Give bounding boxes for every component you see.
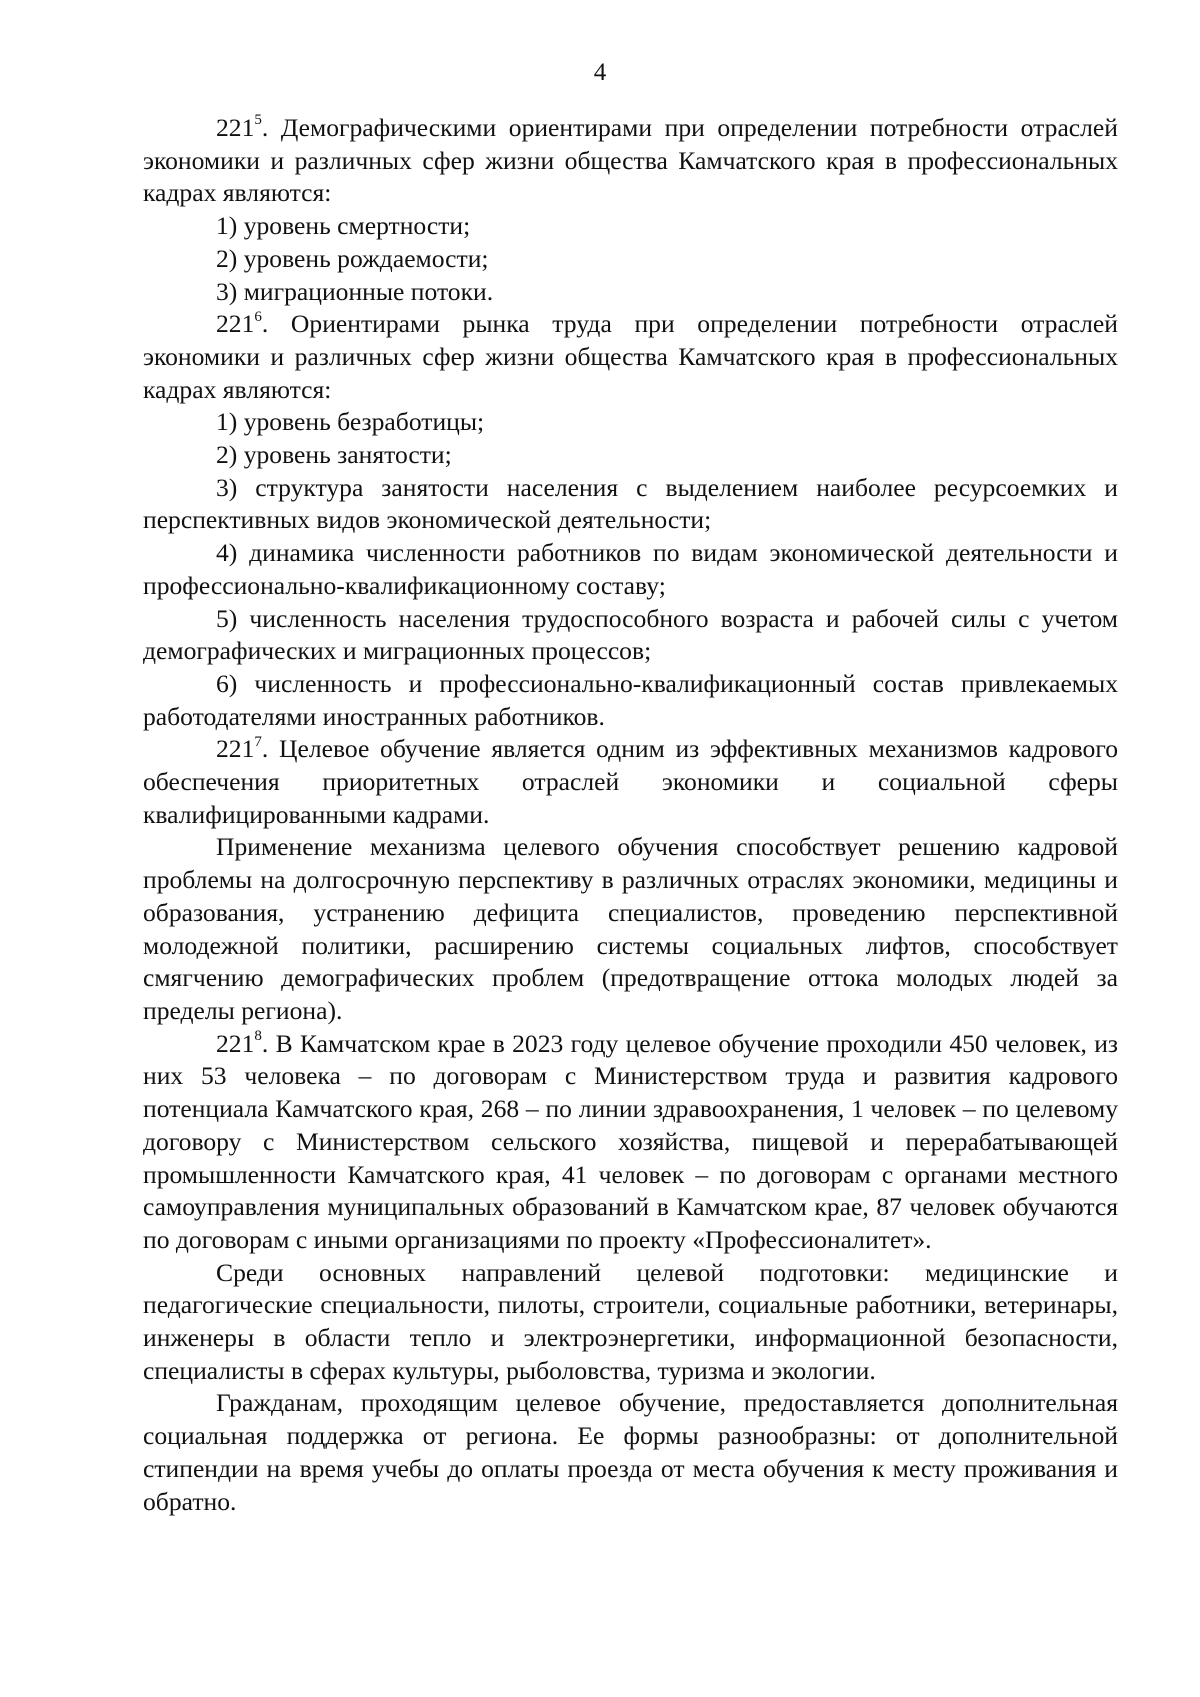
paragraph-221-8 <box>143 1028 1118 1257</box>
paragraph-text: . Ориентирами рынка труда при определении потребности отраслей экономики и различных сфер жизни общества Камчатского края в профессиональных кадрах являются: <box>143 309 1118 404</box>
clause-superscript: 6 <box>254 308 262 325</box>
clause-number: 221 <box>216 1028 255 1058</box>
clause-number: 221 <box>216 113 255 142</box>
paragraph-221-7 <box>143 733 1118 831</box>
paragraph-221-5 <box>143 112 1118 210</box>
list-item-migration: 3) миграционные потоки. <box>216 276 494 306</box>
list-item-unemployment: 1) уровень безработицы; <box>216 407 485 437</box>
clause-number: 221 <box>216 734 255 764</box>
document-body <box>143 112 1118 1518</box>
paragraph-text: . В Камчатском крае в 2023 году целевое обучение проходили 450 человек, из них 53 человека – по договорам с Министерством труда и развития кадрового потенциала Камчатского края, 268 – по линии здравоохранения, 1 человек – по целевому договору с Министерством сельского хозяйства, пищевой и перерабатывающей промышленности Камчатского края, 41 человек – по договорам с органами местного самоуправления муниципальных образований в Камчатском крае, 87 человек обучаются по договорам с иными организациями по проекту «Профессионалитет». <box>143 1028 1118 1254</box>
list-item-population-size: 5) численность населения трудоспособного возраста и рабочей силы с учетом демографических и миграционных процессов; <box>143 603 1118 666</box>
list-item-foreign-workers: 6) численность и профессионально-квалификационный состав привлекаемых работодателями иностранных работников. <box>143 668 1118 731</box>
list-item-workforce-dynamics: 4) динамика численности работников по видам экономической деятельности и профессионально-квалификационному составу; <box>143 538 1118 600</box>
page-number: 4 <box>593 59 607 86</box>
paragraph-text: . Демографическими ориентирами при определении потребности отраслей экономики и различных сфер жизни общества Камчатского края в профессиональных кадрах являются: <box>143 113 1118 208</box>
list-item-birth-rate: 2) уровень рождаемости; <box>216 243 489 273</box>
paragraph-221-6 <box>143 308 1118 406</box>
list-item-employment-structure: 3) структура занятости населения с выделением наиболее ресурсоемких и перспективных видов экономической деятельности; <box>143 472 1118 535</box>
list-item-employment: 2) уровень занятости; <box>216 440 452 470</box>
paragraph-training-directions: Среди основных направлений целевой подготовки: медицинские и педагогические специальности, пилоты, строители, социальные работники, ветеринары, инженеры в области тепло и электроэнергетики, информационной безопасности, специалисты в сферах культуры, рыболовства, туризма и экологии. <box>143 1257 1118 1385</box>
clause-superscript: 8 <box>254 1028 262 1045</box>
clause-superscript: 7 <box>254 733 262 750</box>
paragraph-social-support: Гражданам, проходящим целевое обучение, предоставляется дополнительная социальная поддержка от региона. Ее формы разнообразны: от дополнительной стипендии на время учебы до оплаты проезда от места обучения к месту проживания и обратно. <box>143 1388 1118 1516</box>
clause-number: 221 <box>216 309 255 339</box>
list-item-mortality: 1) уровень смертности; <box>216 211 471 241</box>
paragraph-target-training-benefits: Применение механизма целевого обучения способствует решению кадровой проблемы на долгосрочную перспективу в различных отраслях экономики, медицины и образования, устранению дефицита специалистов, проведению перспективной молодежной политики, расширению системы социальных лифтов, способствует смягчению демографических проблем (предотвращение оттока молодых людей за пределы региона). <box>143 832 1118 1025</box>
paragraph-text: . Целевое обучение является одним из эффективных механизмов кадрового обеспечения приоритетных отраслей экономики и социальной сферы квалифицированными кадрами. <box>143 734 1118 829</box>
clause-superscript: 5 <box>254 112 262 129</box>
